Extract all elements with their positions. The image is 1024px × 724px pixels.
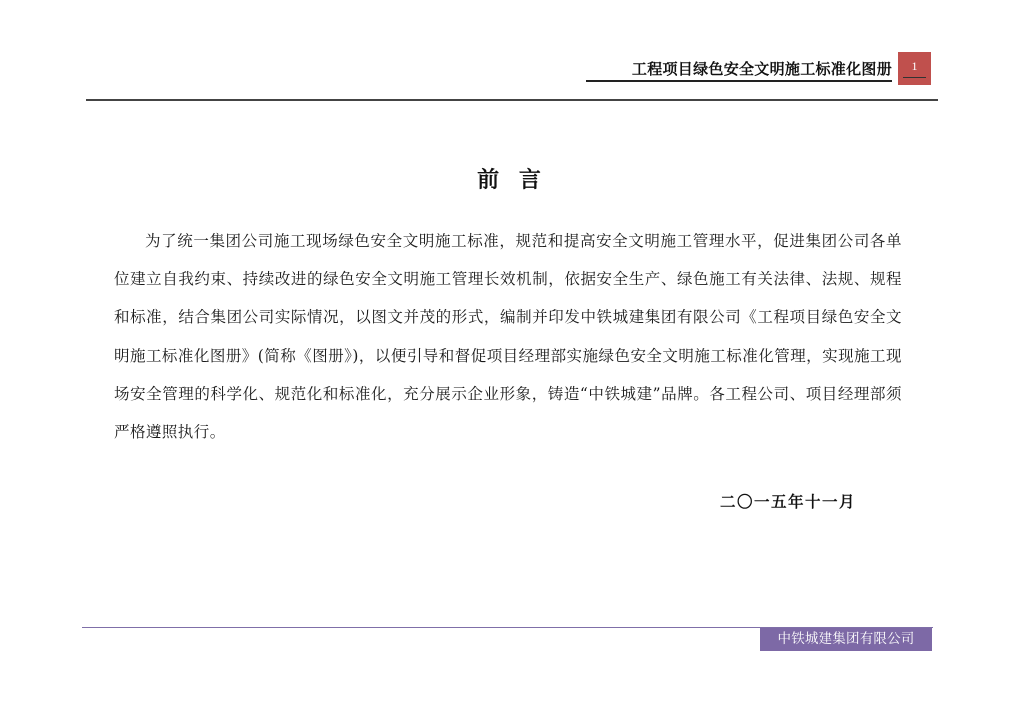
header-divider [86,99,938,101]
document-heading: 前 言 [477,167,547,193]
footer-company-label: 中铁城建集团有限公司 [760,628,932,651]
preface-paragraph: 为了统一集团公司施工现场绿色安全文明施工标准，规范和提高安全文明施工管理水平，促进集团公司各单位建立自我约束、持续改进的绿色安全文明施工管理长效机制，依据安全生产、绿色施工有关法律、法规、规程和标准，结合集团公司实际情况，以图文并茂的形式，编制并印发中铁城建集团有限公司《工程项目绿色安全文明施工标准化图册》(简称《图册》)，以便引导和督促项目经理部实施绿色安全文明施工标准化管理，实现施工现场安全管理的科学化、规范化和标准化，充分展示企业形象，铸造“中铁城建”品牌。各工程公司、项目经理部须严格遵照执行。 [114,232,902,442]
header-title: 工程项目绿色安全文明施工标准化图册 [631,60,892,78]
document-date: 二〇一五年十一月 [719,492,856,511]
page-number: 1 [911,59,918,73]
header-title-underline [586,80,892,82]
page-number-badge [898,52,931,85]
page-number-underline [903,77,926,78]
